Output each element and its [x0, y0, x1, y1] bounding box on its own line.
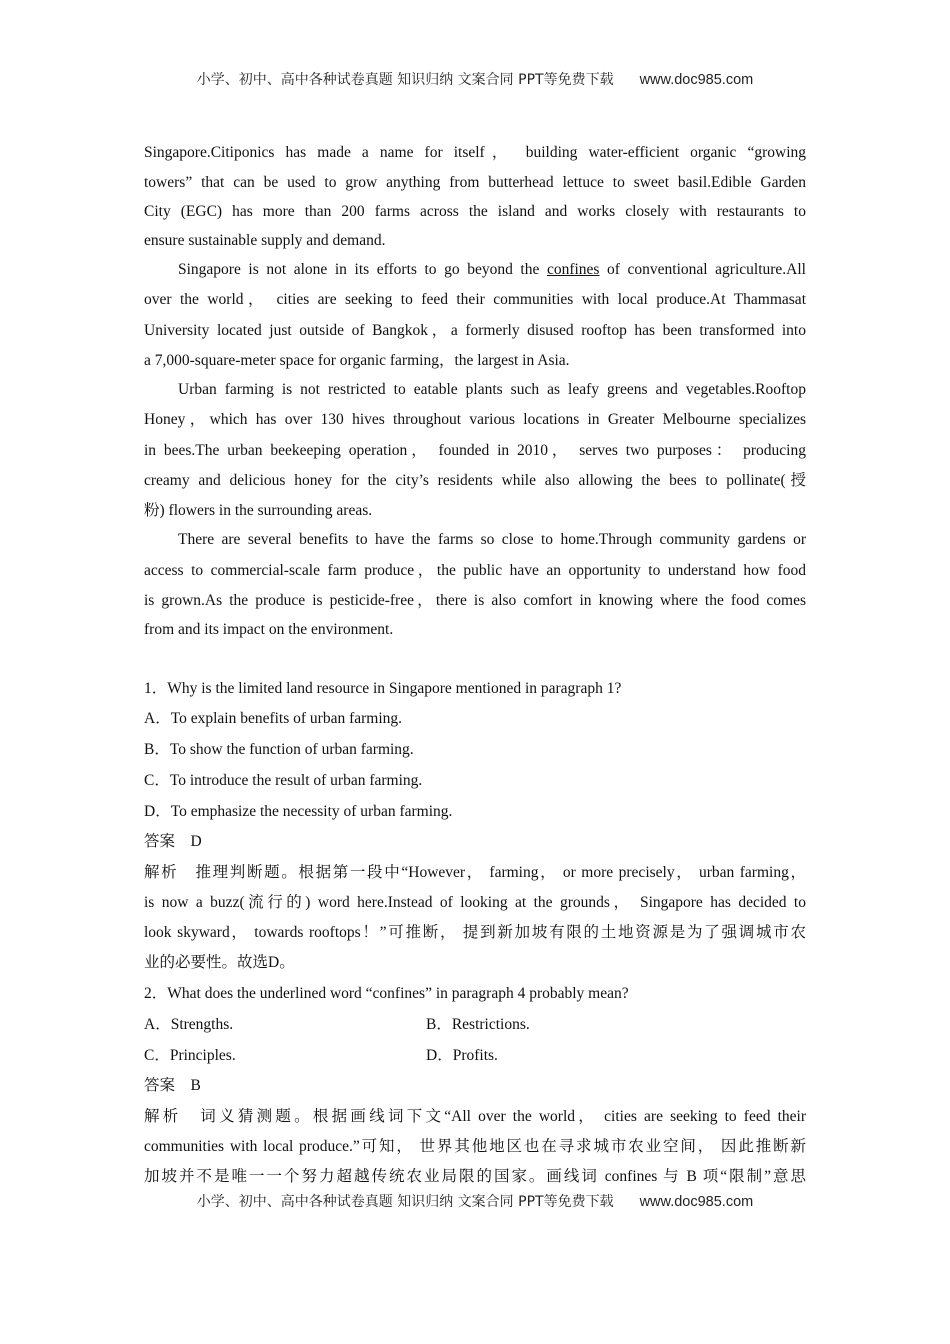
question-text: 2．What does the underlined word “confines” in paragraph 4 probably mean? — [144, 985, 629, 1002]
header-text: 小学、初中、高中各种试卷真题 知识归纳 文案合同 PPT等免费下载 — [196, 72, 614, 88]
text-line: access to commercial-scale farm produce，the public have an opportunity to understand how food — [144, 562, 806, 579]
text-line: from and its impact on the environment. — [144, 621, 394, 638]
footer-text: 小学、初中、高中各种试卷真题 知识归纳 文案合同 PPT等免费下载 — [196, 1194, 614, 1210]
analysis-line: 加坡并不是唯一一个努力超越传统农业局限的国家。画线词 confines 与 B 项“限制”意思 — [144, 1168, 806, 1185]
text-segment: Singapore is not alone in its efforts to go beyond the — [178, 261, 547, 278]
text-line: Honey，which has over 130 hives throughout various locations in Greater Melbourne specializes — [144, 411, 806, 428]
text-line: in bees.The urban beekeeping operation， founded in 2010， serves two purposes： producing — [144, 442, 806, 459]
text-line: over the world， cities are seeking to feed their communities with local produce.At Thammasat — [144, 291, 806, 308]
text-line: 粉) flowers in the surrounding areas. — [144, 502, 373, 519]
analysis-line: 解析 推理判断题。根据第一段中“However， farming， or more precisely， urban farming， — [144, 864, 806, 881]
option-c: C．To introduce the result of urban farming. — [144, 772, 423, 789]
text-line: Singapore.Citiponics has made a name for itself， building water-efficient organic “growing — [144, 144, 806, 161]
text-line: towers” that can be used to grow anything from butterhead lettuce to sweet basil.Edible Garden — [144, 174, 806, 191]
text-line: ensure sustainable supply and demand. — [144, 232, 386, 249]
text-line: creamy and delicious honey for the city’s residents while also allowing the bees to pollinate(授 — [144, 472, 806, 489]
option-a: A．Strengths. — [144, 1016, 234, 1033]
options-row — [144, 1015, 806, 1035]
text-line: a 7,000-square-meter space for organic farming，the largest in Asia. — [144, 352, 570, 369]
answer: 答案 D — [144, 833, 202, 850]
text-line: City (EGC) has more than 200 farms across the island and works closely with restaurants to — [144, 203, 806, 220]
footer-url: www.doc985.com — [639, 1194, 754, 1210]
option-b: B．Restrictions. — [426, 1016, 530, 1033]
text-line: There are several benefits to have the farms so close to home.Through community gardens or — [178, 531, 806, 548]
analysis-line: look skyward， towards rooftops！”可推断， 提到新加坡有限的土地资源是为了强调城市农 — [144, 924, 806, 941]
option-a: A．To explain benefits of urban farming. — [144, 710, 403, 727]
analysis-line: is now a buzz(流行的) word here.Instead of looking at the grounds， Singapore has decided to — [144, 894, 806, 911]
question-text: 1．Why is the limited land resource in Singapore mentioned in paragraph 1? — [144, 680, 622, 697]
option-d: D．Profits. — [426, 1047, 498, 1064]
text-line: University located just outside of Bangkok，a formerly disused rooftop has been transformed into — [144, 322, 806, 339]
option-b: B．To show the function of urban farming. — [144, 741, 414, 758]
analysis-line: 解析 词义猜测题。根据画线词下文“All over the world， cities are seeking to feed their — [144, 1108, 806, 1125]
option-d: D．To emphasize the necessity of urban farming. — [144, 803, 453, 820]
options-row — [144, 1046, 806, 1066]
analysis-line: 业的必要性。故选D。 — [144, 954, 295, 971]
page-footer — [0, 1191, 950, 1211]
option-c: C．Principles. — [144, 1047, 236, 1064]
text-segment: of conventional agriculture.All — [599, 261, 806, 278]
analysis-line: communities with local produce.”可知， 世界其他地区也在寻求城市农业空间， 因此推断新 — [144, 1138, 806, 1155]
text-line: is grown.As the produce is pesticide-free，there is also comfort in knowing where the food comes — [144, 592, 806, 609]
text-line — [178, 260, 806, 280]
text-line: Urban farming is not restricted to eatable plants such as leafy greens and vegetables.Rooftop — [178, 381, 806, 398]
answer: 答案 B — [144, 1077, 201, 1094]
page-header — [0, 69, 950, 89]
underlined-word: confines — [546, 261, 600, 278]
header-url: www.doc985.com — [639, 72, 754, 88]
